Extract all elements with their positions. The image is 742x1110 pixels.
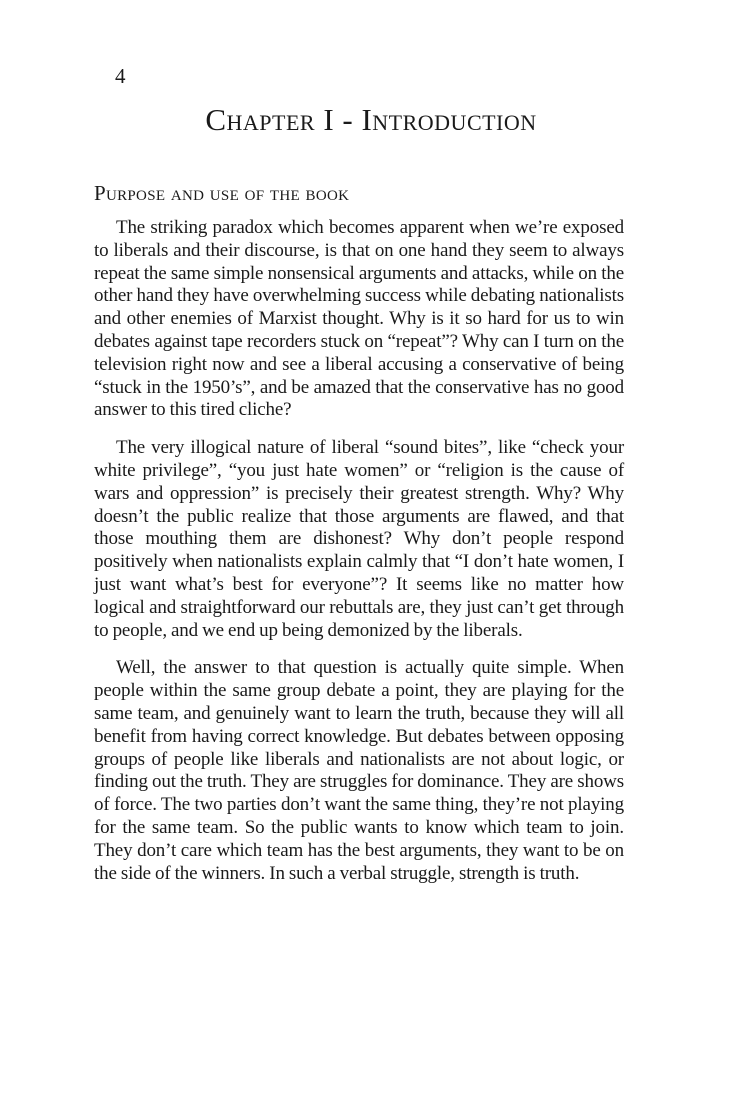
body-text — [94, 217, 624, 900]
paragraph-2: The very illogical nature of liberal “sound bites”, like “check your white privilege”, “you just hate women” or “religion is the cause of wars and oppression” is precisely their greatest strength. Why? Why doesn’t the public realize that those arguments are flawed, and that those mouthing them are dishonest? Why don’t people respond positively when nationalists explain calmly that “I don’t hate women, I just want what’s best for everyone”? It seems like no matter how logical and straightforward our rebuttals are, they just can’t get through to people, and we end up being demonized by the liberals. — [94, 437, 624, 641]
page-number: 4 — [115, 64, 126, 88]
section-heading: Purpose and use of the book — [94, 181, 350, 205]
paragraph-1: The striking paradox which becomes apparent when we’re exposed to liberals and their discourse, is that on one hand they seem to always repeat the same simple nonsensical arguments and attacks, while on the other hand they have overwhelming success while debating nationalists and other enemies of Marxist thought. Why is it so hard for us to win debates against tape recorders stuck on “repeat”? Why can I turn on the television right now and see a liberal accusing a conservative of being “stuck in the 1950’s”, and be amazed that the conservative has no good answer to this tired cliche? — [94, 217, 624, 421]
paragraph-3: Well, the answer to that question is actually quite simple. When people within the same group debate a point, they are playing for the same team, and genuinely want to learn the truth, because they will all benefit from having correct knowledge. But debates between opposing groups of people like liberals and nationalists are not about logic, or finding out the truth. They are struggles for dominance. They are shows of force. The two parties don’t want the same thing, they’re not playing for the same team. So the public wants to know which team to join. They don’t care which team has the best arguments, they want to be on the side of the winners. In such a verbal struggle, strength is truth. — [94, 657, 624, 884]
chapter-title: Chapter I - Introduction — [205, 102, 537, 137]
